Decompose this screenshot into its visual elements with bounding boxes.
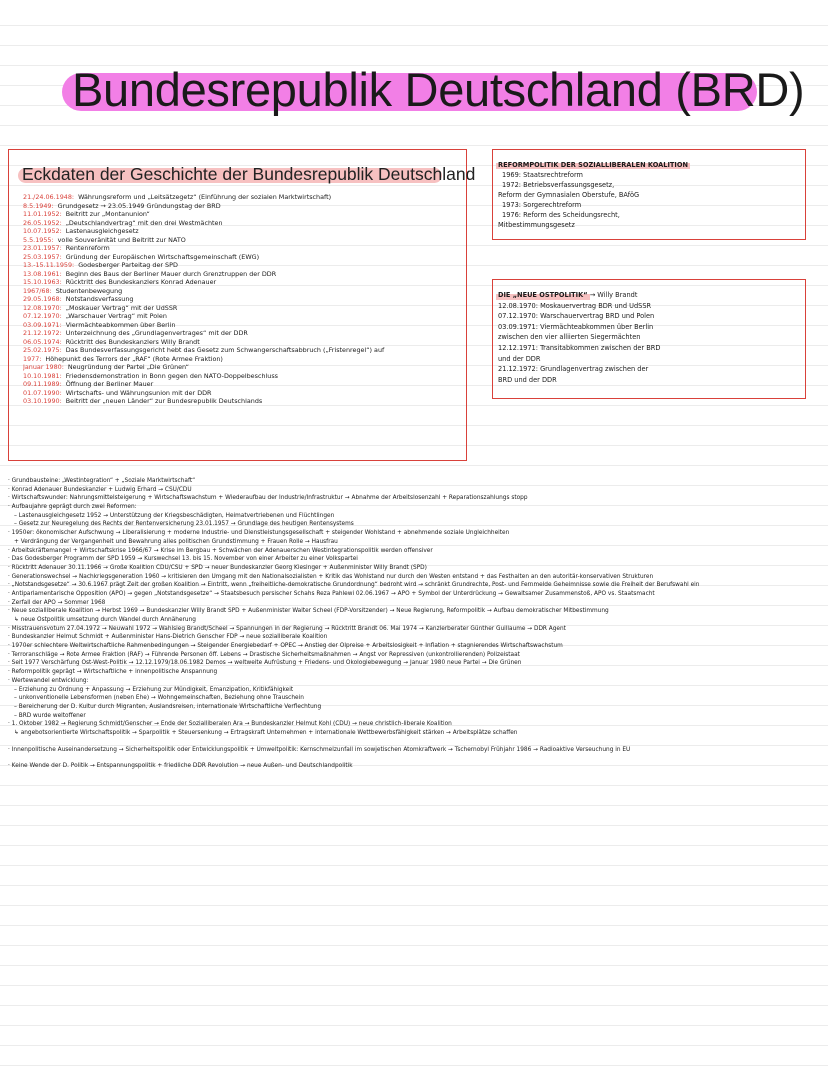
- event-date: 12.08.1970:: [23, 303, 62, 312]
- event-text: Rentenreform: [65, 244, 110, 252]
- event-date: 23.01.1957:: [23, 244, 62, 252]
- event-date: 1967/68:: [23, 286, 52, 295]
- note-line: ↳ angebotsorientierte Wirtschaftspolitik → Sparpolitik + Steuersenkung → Ertragskraft Unternehmen + internationale Wettbewerbsfähigkeit stärken → Arbeitsplätze schaffen: [14, 729, 518, 736]
- eckdaten-heading: [18, 162, 476, 184]
- ostpolitik-item: 21.12.1972: Grundlagenvertrag zwischen der: [498, 365, 649, 374]
- event-text: volle Souveränität und Beitritt zur NATO: [57, 235, 186, 244]
- note-line: · Aufbaujahre geprägt durch zwei Reformen:: [8, 504, 137, 511]
- note-line: · 1950er: ökonomischer Aufschwung → Liberalisierung + moderne Industrie- und Dienstleistungsgesellschaft + steigender Wohlstand + abnehmende soziale Ungleichheiten: [8, 530, 510, 537]
- note-line: · Reformpolitik geprägt → Wirtschaftliche + innenpolitische Anspannung: [8, 669, 218, 676]
- note-line: · Rücktritt Adenauer 30.11.1966 → Große Koalition CDU/CSU + SPD → neuer Bundeskanzler Georg Kiesinger + Außenminister Willy Brandt (SPD): [8, 564, 427, 571]
- event-date: 13.-15.11.1959:: [23, 261, 75, 269]
- event-row: [23, 270, 463, 279]
- note-line: · Seit 1977 Verschärfung Ost-West-Politik → 12.12.1979/18.06.1982 Demos → weltweite Aufrüstung + Friedens- und Ökologiebewegung → Januar 1980 neue Partei → Die Grünen: [8, 660, 522, 667]
- event-date: Januar 1980:: [23, 363, 64, 371]
- event-row: [23, 219, 463, 228]
- note-line: · Wirtschaftswunder: Nahrungsmittelsteigerung + Wirtschaftswachstum + Wiederaufbau der Industrie/Infrastruktur → Abnahme der Arbeitslosenzahl + Reparationszahlungs stopp: [8, 495, 528, 502]
- event-row: [23, 329, 463, 338]
- event-text: Lastenausgleichgesetz: [65, 227, 139, 235]
- note-line: · Arbeitskräftemangel + Wirtschaftskrise 1966/67 → Krise im Bergbau + Schwächen der Adenauerschen Westintegrationspolitik werden offensiver: [8, 547, 433, 554]
- reformpolitik-item: Mitbestimmungsgesetz: [498, 221, 575, 229]
- event-text: Friedensdemonstration in Bonn gegen den NATO-Doppelbeschluss: [65, 371, 278, 380]
- event-text: Das Bundesverfassungsgericht hebt das Gesetz zum Schwangerschaftsabbruch („Fristenregel“) auf: [65, 346, 385, 354]
- note-line: · Neue sozialliberale Koalition → Herbst 1969 → Bundeskanzler Willy Brandt SPD + Außenminister Walter Scheel (FDP-Vorsitzender) → Neue Regierung, Reformpolitik → Aufbau demokratischer Mitbestimmung: [8, 608, 609, 615]
- reformpolitik-heading: REFORMPOLITIK DER SOZIALLIBERALEN KOALITION: [498, 161, 688, 169]
- note-line: – BRD wurde weltoffener: [14, 712, 86, 719]
- ostpolitik-list: [498, 290, 660, 385]
- event-text: Neugründung der Partei „Die Grünen“: [67, 363, 189, 371]
- note-line: · Konrad Adenauer Bundeskanzler + Ludwig Erhard → CSU/CDU: [8, 486, 192, 493]
- reformpolitik-item: 1969: Staatsrechtreform: [502, 171, 583, 179]
- page-title: Bundesrepublik Deutschland (BRD): [72, 63, 805, 116]
- note-line: · 1. Oktober 1982 → Regierung Schmidt/Genscher → Ende der Sozialliberalen Ära → Bundeskanzler Helmut Kohl (CDU) → neue christlich-liberale Koalition: [8, 721, 452, 728]
- reformpolitik-item: 1976: Reform des Scheidungsrecht,: [502, 211, 620, 219]
- event-row: [23, 397, 463, 406]
- event-row: [23, 346, 463, 355]
- event-date: 1977:: [23, 354, 42, 363]
- event-row: [23, 227, 463, 236]
- note-line: + Verdrängung der Vergangenheit und Bewahrung alles politischen Grundstimmung + Frauen Rolle → Hausfrau: [14, 538, 338, 545]
- event-date: 25.02.1975:: [23, 346, 62, 354]
- event-date: 10.10.1981:: [23, 371, 62, 380]
- note-spacer: [8, 738, 823, 746]
- note-line: · 1970er schlechtere Weltwirtschaftliche Rahmenbedingungen → Steigender Energiebedarf + OPEC → Anstieg der Ölpreise + Arbeitslosigkeit + Inflation + stagnierendes Wirtschaftswachstum: [8, 643, 563, 650]
- event-text: Grundgesetz → 23.05.1949 Gründungstag der BRD: [57, 201, 221, 210]
- event-text: „Warschauer Vertrag“ mit Polen: [65, 312, 167, 320]
- event-date: 03.09.1971:: [23, 320, 62, 329]
- ostpolitik-heading-row: [498, 290, 660, 301]
- event-row: [23, 312, 463, 321]
- event-date: 21./24.06.1948:: [23, 193, 75, 201]
- reformpolitik-item: 1972: Betriebsverfassungsgesetz,: [502, 181, 615, 189]
- note-line: – unkonventionelle Lebensformen (neben Ehe) → Wohngemeinschaften, Beziehung ohne Trauschein: [14, 695, 304, 702]
- event-row: [23, 295, 463, 304]
- note-line: ↳ neue Ostpolitik umsetzung durch Wandel durch Annäherung: [14, 617, 196, 623]
- event-text: Währungsreform und „Leitsätzegetz“ (Einführung der sozialen Marktwirtschaft): [78, 193, 332, 201]
- ostpolitik-item: und der DDR: [498, 354, 541, 363]
- event-row: [23, 338, 463, 347]
- note-line: – Erziehung zu Ordnung + Anpassung → Erziehung zur Mündigkeit, Emanzipation, Kritikfähigkeit: [14, 686, 294, 693]
- note-line: · Bundeskanzler Helmut Schmidt + Außenminister Hans-Dietrich Genscher FDP → neue sozialliberale Koalition: [8, 634, 328, 641]
- eckdaten-events-list: [23, 193, 463, 406]
- notes-list: [8, 477, 823, 771]
- event-text: „Moskauer Vertrag“ mit der UdSSR: [65, 303, 178, 312]
- event-text: Godesberger Parteitag der SPD: [78, 261, 178, 269]
- note-line: · Wertewandel entwicklung:: [8, 677, 89, 684]
- event-row: [23, 253, 463, 262]
- event-date: 26.05.1952:: [23, 218, 62, 227]
- note-line: · Zerfall der APO → Sommer 1968: [8, 599, 106, 606]
- note-line: · Terroranschläge → Rote Armee Fraktion (RAF) → Führende Personen öff. Lebens → Drastische Sicherheitsmaßnahmen → Angst vor Repressiven (unkontrollierenden) Polizeistaat: [8, 651, 520, 658]
- event-row: [23, 202, 463, 211]
- event-date: 8.5.1949:: [23, 201, 54, 210]
- note-line: – Bereicherung der D. Kultur durch Migranten, Auslandsreisen, internationale Wirtschaftliche Verflechtung: [14, 703, 322, 710]
- event-text: Rücktritt des Bundeskanzlers Konrad Adenauer: [65, 278, 217, 286]
- ostpolitik-item: zwischen den vier alliierten Siegermächten: [498, 333, 641, 342]
- event-row: [23, 278, 463, 287]
- event-date: 15.10.1963:: [23, 278, 62, 286]
- event-row: [23, 321, 463, 330]
- note-line: · Das Godesberger Programm der SPD 1959 → Kurswechsel 13. bis 15. November von einer Arbeiter zu einer Volkspartei: [8, 556, 358, 563]
- ostpolitik-heading: DIE „NEUE OSTPOLITIK“: [498, 291, 588, 299]
- note-line: – Lastenausgleichgesetz 1952 → Unterstützung der Kriegsbeschädigten, Heimatvertriebenen und Flüchtlingen: [14, 512, 335, 519]
- event-text: Höhepunkt des Terrors der „RAF“ (Rote Armee Fraktion): [45, 354, 223, 363]
- event-date: 13.08.1961:: [23, 269, 62, 278]
- event-date: 10.07.1952:: [23, 227, 62, 235]
- event-date: 01.07.1990:: [23, 388, 62, 397]
- event-text: Beginn des Baus der Berliner Mauer durch Grenztruppen der DDR: [65, 269, 277, 278]
- event-text: Viermächteabkommen über Berlin: [65, 320, 176, 329]
- event-text: Unterzeichnung des „Grundlagenvertrages“ mit der DDR: [65, 329, 248, 337]
- event-text: Beitritt zur „Montanunion“: [65, 210, 150, 218]
- event-row: [23, 304, 463, 313]
- event-row: [23, 287, 463, 296]
- title-area: [62, 60, 805, 120]
- event-date: 03.10.1990:: [23, 397, 62, 405]
- event-date: 29.05.1968:: [23, 295, 62, 303]
- event-text: Notstandsverfassung: [65, 295, 134, 303]
- reformpolitik-item: Reform der Gymnasialen Oberstufe, BAföG: [498, 191, 640, 199]
- event-text: Rücktritt des Bundeskanzlers Willy Brandt: [65, 337, 200, 346]
- ostpolitik-item: 12.12.1971: Transitabkommen zwischen der BRD: [498, 343, 661, 352]
- event-text: Öffnung der Berliner Mauer: [65, 380, 154, 388]
- event-date: 06.05.1974:: [23, 337, 62, 346]
- event-text: Studentenbewegung: [55, 286, 123, 295]
- note-line: · Grundbausteine: „Westintegration“ + „Soziale Marktwirtschaft“: [8, 478, 196, 484]
- event-date: 5.5.1955:: [23, 235, 54, 244]
- note-line: · Keine Wende der D. Politik → Entspannungspolitik + friedliche DDR Revolution → neue Außen- und Deutschlandpolitik: [8, 763, 353, 770]
- event-row: [23, 355, 463, 364]
- ostpolitik-item: BRD und der DDR: [498, 375, 557, 384]
- event-row: [23, 210, 463, 219]
- ostpolitik-item: 03.09.1971: Viermächteabkommen über Berlin: [498, 322, 654, 331]
- event-row: [23, 244, 463, 253]
- note-line: · Misstrauensvotum 27.04.1972 → Neuwahl 1972 → Wahlsieg Brandt/Scheel → Spannungen in der Regierung → Rücktritt Brandt 06. Mai 1974 → Kanzlerberater Günther Guillaume → DDR Agent: [8, 625, 566, 632]
- eckdaten-heading-text: Eckdaten der Geschichte der Bundesrepublik Deutschland: [22, 164, 476, 184]
- event-row: [23, 380, 463, 389]
- ostpolitik-item: 12.08.1970: Moskauervertrag BDR und UdSSR: [498, 301, 652, 310]
- event-row: [23, 389, 463, 398]
- note-line: · Generationswechsel → Nachkriegsgeneration 1960 → kritisieren den Umgang mit den Nationalsozialisten + Kritik das Wohlstand nur durch den Westen entstand + das Festhalten an den autoritär-konservativen Strukturen: [8, 573, 654, 580]
- note-spacer: [8, 754, 823, 762]
- ostpolitik-item: 07.12.1970: Warschauervertrag BRD und Polen: [498, 312, 655, 321]
- event-row: [23, 363, 463, 372]
- note-line: – Gesetz zur Neuregelung des Rechts der Rentenversicherung 23.01.1957 → Grundlage des heutigen Rentensystems: [14, 521, 354, 528]
- event-text: Wirtschafts- und Währungsunion mit der DDR: [65, 388, 212, 397]
- event-date: 21.12.1972:: [23, 329, 62, 337]
- event-text: Beitritt der „neuen Länder“ zur Bundesrepublik Deutschlands: [65, 397, 263, 405]
- note-line: · Antiparlamentarische Opposition (APO) → gegen „Notstandsgesetze“ → Staatsbesuch persischer Schahs Reza Pahlewi 02.06.1967 → APO + Symbol der Unterdrückung → Gewaltsamer Zusammenstoß, APO vs. Staatsmacht: [8, 590, 655, 597]
- event-row: [23, 236, 463, 245]
- ostpolitik-heading-suffix: → Willy Brandt: [589, 291, 638, 299]
- event-date: 25.03.1957:: [23, 252, 62, 261]
- event-text: Gründung der Europäischen Wirtschaftsgemeinschaft (EWG): [65, 252, 260, 261]
- reformpolitik-list: [498, 160, 688, 230]
- event-date: 07.12.1970:: [23, 312, 62, 320]
- event-row: [23, 372, 463, 381]
- note-line: · „Notstandsgesetze“ → 30.6.1967 prägt Zeit der großen Koalition → Eintritt, wenn „freiheitliche-demokratische Grundordnung“ bedroht wird → schränkt Grundrechte, Post- und Fernmelde Geheimnisse sowie die Freiheit der Berufswahl ein: [8, 582, 700, 589]
- note-line: · Innenpolitische Auseinandersetzung → Sicherheitspolitik oder Entwicklungspolitik + Umweltpolitik: Kernschmelzunfall im sowjetischen Atomkraftwerk → Tschernobyl Frühjahr 1986 → Radioaktive Verseuchung in EU: [8, 746, 631, 753]
- event-row: [23, 193, 463, 202]
- event-date: 11.01.1952:: [23, 210, 62, 218]
- event-row: [23, 261, 463, 270]
- reformpolitik-item: 1973: Sorgerechtreform: [502, 201, 582, 209]
- event-date: 09.11.1989:: [23, 380, 62, 388]
- event-text: „Deutschlandvertrag“ mit den drei Westmächten: [65, 218, 223, 227]
